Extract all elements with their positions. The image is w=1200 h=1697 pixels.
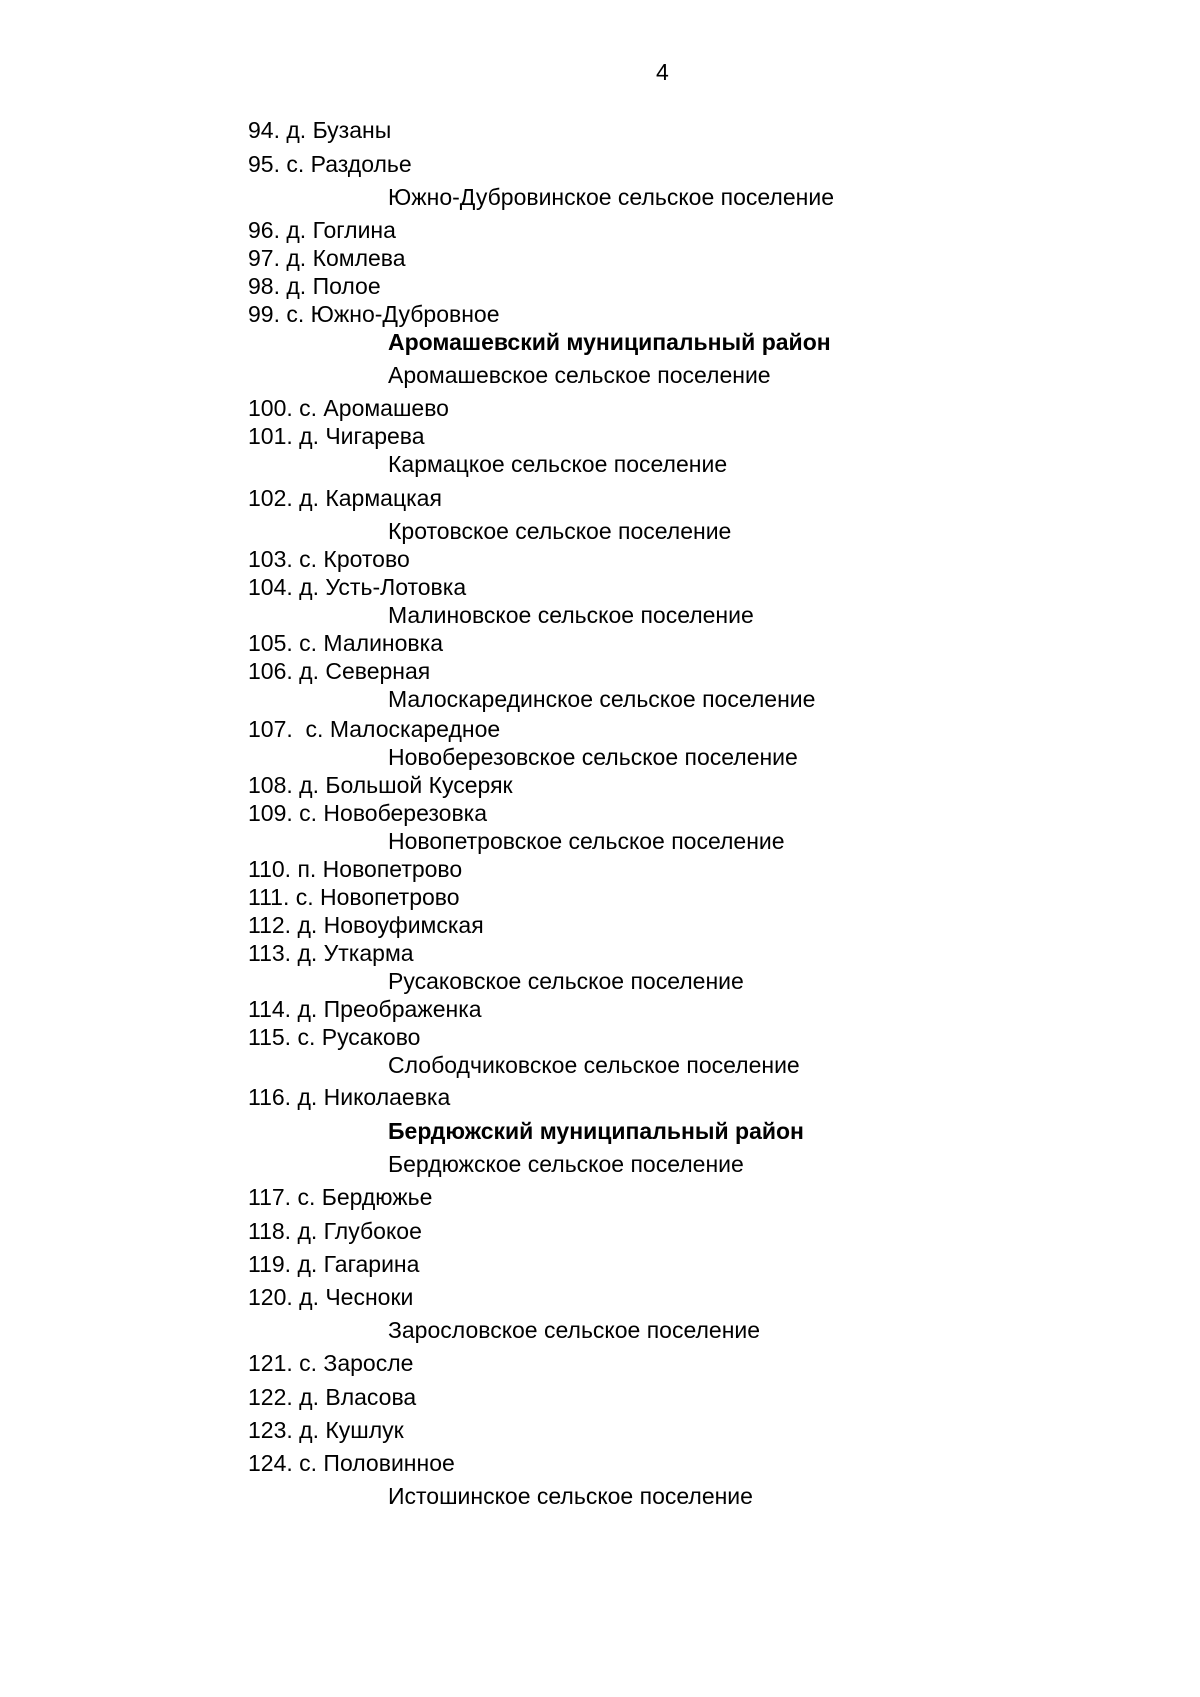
list-item: 103. с. Кротово (248, 546, 410, 572)
list-item: 124. с. Половинное (248, 1450, 455, 1476)
list-item: 118. д. Глубокое (248, 1218, 422, 1244)
list-item: 123. д. Кушлук (248, 1417, 404, 1443)
list-item: 95. с. Раздолье (248, 151, 412, 177)
list-item: 112. д. Новоуфимская (248, 912, 484, 938)
list-item: 122. д. Власова (248, 1384, 417, 1410)
list-item: 98. д. Полое (248, 273, 381, 299)
list-item: 121. с. Заросле (248, 1350, 414, 1376)
settlement-heading: Русаковское сельское поселение (388, 968, 744, 994)
settlement-heading: Зарословское сельское поселение (388, 1317, 761, 1343)
settlement-heading: Аромашевское сельское поселение (388, 362, 771, 388)
district-heading: Бердюжский муниципальный район (388, 1118, 804, 1144)
list-item: 94. д. Бузаны (248, 117, 392, 143)
list-item: 116. д. Николаевка (248, 1084, 451, 1110)
list-item: 100. с. Аромашево (248, 395, 449, 421)
list-item: 96. д. Гоглина (248, 217, 396, 243)
list-item: 108. д. Большой Кусеряк (248, 772, 513, 798)
list-item: 114. д. Преображенка (248, 996, 482, 1022)
settlement-heading: Южно-Дубровинское сельское поселение (388, 184, 834, 210)
settlement-heading: Малоскарединское сельское поселение (388, 686, 816, 712)
settlement-heading: Бердюжское сельское поселение (388, 1151, 744, 1177)
list-item: 119. д. Гагарина (248, 1251, 420, 1277)
page-number: 4 (656, 59, 669, 85)
list-item: 97. д. Комлева (248, 245, 406, 271)
list-item: 110. п. Новопетрово (248, 856, 463, 882)
list-item: 107. с. Малоскаредное (248, 716, 501, 742)
list-item: 99. с. Южно-Дубровное (248, 301, 500, 327)
list-item: 117. с. Бердюжье (248, 1184, 433, 1210)
list-item: 104. д. Усть-Лотовка (248, 574, 467, 600)
district-heading: Аромашевский муниципальный район (388, 329, 831, 355)
list-item: 101. д. Чигарева (248, 423, 425, 449)
list-item: 106. д. Северная (248, 658, 431, 684)
settlement-heading: Кротовское сельское поселение (388, 518, 732, 544)
settlement-heading: Кармацкое сельское поселение (388, 451, 728, 477)
settlement-heading: Слободчиковское сельское поселение (388, 1052, 800, 1078)
list-item: 120. д. Чесноки (248, 1284, 414, 1310)
list-item: 115. с. Русаково (248, 1024, 421, 1050)
settlement-heading: Малиновское сельское поселение (388, 602, 754, 628)
settlement-heading: Новоберезовское сельское поселение (388, 744, 798, 770)
list-item: 109. с. Новоберезовка (248, 800, 488, 826)
list-item: 105. с. Малиновка (248, 630, 443, 656)
list-item: 102. д. Кармацкая (248, 485, 442, 511)
list-item: 111. с. Новопетрово (248, 884, 460, 910)
settlement-heading: Новопетровское сельское поселение (388, 828, 785, 854)
settlement-heading: Истошинское сельское поселение (388, 1483, 753, 1509)
list-item: 113. д. Уткарма (248, 940, 414, 966)
